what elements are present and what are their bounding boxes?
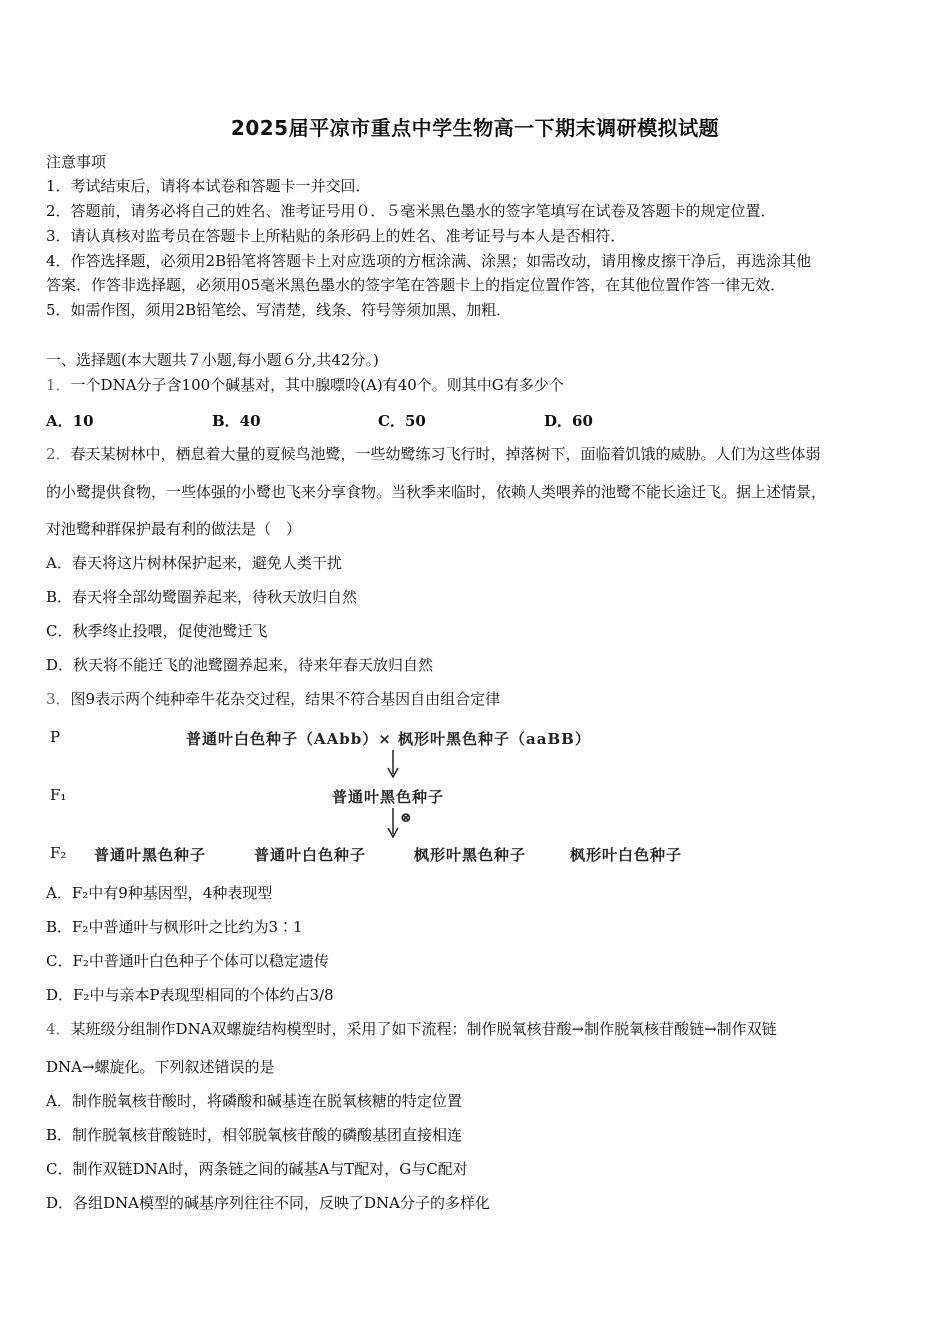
notice-heading: 注意事项 (46, 153, 107, 171)
q2-option-b: B．春天将全部幼鹭圈养起来，待秋天放归自然 (46, 588, 358, 606)
generation-p-label: P (50, 728, 61, 746)
notice-item: 答案．作答非选择题，必须用05毫米黑色墨水的签字笔在答题卡上的指定位置作答，在其他位置作答一律无效． (46, 276, 786, 294)
question-number: 2． (46, 445, 71, 463)
question-4-line (46, 1018, 777, 1040)
f2-phenotype: 枫形叶黑色种子 (414, 846, 527, 864)
notice-item: 1．考试结束后，请将本试卷和答题卡一并交回． (46, 177, 371, 195)
q4-option-d: D．各组DNA模型的碱基序列往往不同，反映了DNA分子的多样化 (46, 1194, 490, 1212)
q4-option-a: A．制作脱氧核苷酸时，将磷酸和碱基连在脱氧核糖的特定位置 (46, 1092, 462, 1110)
q4-option-b: B．制作脱氧核苷酸链时，相邻脱氧核苷酸的磷酸基团直接相连 (46, 1126, 463, 1144)
q3-option-a: A．F₂中有9种基因型，4种表现型 (46, 884, 273, 902)
q2-option-d: D．秋天将不能迁飞的池鹭圈养起来，待来年春天放归自然 (46, 656, 434, 674)
question-1 (46, 374, 564, 396)
q1-option-c: C．50 (378, 412, 426, 430)
question-text: 春天某树林中，栖息着大量的夏候鸟池鹭，一些幼鹭练习飞行时，掉落树下，面临着饥饿的威胁。人们为这些体弱 (70, 445, 821, 463)
f2-phenotype: 普通叶黑色种子 (94, 846, 207, 864)
f2-phenotype: 枫形叶白色种子 (570, 846, 683, 864)
q3-option-c: C．F₂中普通叶白色种子个体可以稳定遗传 (46, 952, 329, 970)
question-number: 4． (46, 1020, 71, 1038)
question-2-line: 对池鹭种群保护最有利的做法是（ ） (46, 520, 302, 538)
question-text: 一个DNA分子含100个碱基对，其中腺嘌呤(A)有40个。则其中G有多少个 (70, 376, 564, 394)
notice-item: 3．请认真核对监考员在答题卡上所粘贴的条形码上的姓名、准考证号与本人是否相符． (46, 227, 626, 245)
q1-options (46, 410, 664, 431)
self-cross-symbol: ⊗ (400, 810, 413, 826)
q1-option-a: A．10 (46, 412, 94, 430)
question-number: 3． (46, 690, 71, 708)
notice-item: 2．答题前，请务必将自己的姓名、准考证号用０．５毫米黑色墨水的签字笔填写在试卷及答题卡的规定位置． (46, 202, 776, 220)
parent-cross: 普通叶白色种子（AAbb）× 枫形叶黑色种子（aaBB） (186, 730, 591, 748)
generation-f1-label: F₁ (50, 786, 67, 804)
q4-option-c: C．制作双链DNA时，两条链之间的碱基A与T配对，G与C配对 (46, 1160, 468, 1178)
question-text: 图9表示两个纯种牵牛花杂交过程，结果不符合基因自由组合定律 (70, 690, 501, 708)
cross-diagram (46, 724, 746, 874)
page-title: 2025届平凉市重点中学生物高一下期末调研模拟试题 (230, 116, 720, 140)
q1-option-d: D．60 (544, 412, 593, 430)
q2-option-a: A．春天将这片树林保护起来，避免人类干扰 (46, 554, 342, 572)
q3-option-b: B．F₂中普通叶与枫形叶之比约为3∶1 (46, 918, 303, 936)
question-2-line (46, 443, 821, 465)
question-4-line: DNA→螺旋化。下列叙述错误的是 (46, 1058, 275, 1076)
question-text: 某班级分组制作DNA双螺旋结构模型时，采用了如下流程：制作脱氧核苷酸→制作脱氧核苷酸链→制作双链 (70, 1020, 777, 1038)
q3-option-d: D．F₂中与亲本P表现型相同的个体约占3/8 (46, 986, 334, 1004)
q2-option-c: C．秋季终止投喂，促使池鹭迁飞 (46, 622, 268, 640)
section-heading: 一、选择题(本大题共７小题,每小题６分,共42分。) (46, 351, 379, 369)
down-arrow-icon (386, 750, 400, 778)
notice-item: 5．如需作图，须用2B铅笔绘、写清楚，线条、符号等须加黑、加粗． (46, 301, 512, 319)
f2-phenotype: 普通叶白色种子 (254, 846, 367, 864)
q1-option-b: B．40 (212, 412, 261, 430)
generation-f2-label: F₂ (50, 844, 67, 862)
down-arrow-icon (386, 808, 400, 838)
notice-item: 4．作答选择题，必须用2B铅笔将答题卡上对应选项的方框涂满、涂黑；如需改动，请用橡皮擦干净后，再选涂其他 (46, 252, 812, 270)
question-number: 1． (46, 376, 71, 394)
f1-phenotype: 普通叶黑色种子 (332, 788, 445, 806)
question-3 (46, 688, 500, 710)
question-2-line: 的小鹭提供食物，一些体强的小鹭也飞来分享食物。当秋季来临时，依赖人类喂养的池鹭不能长途迁飞。据上述情景， (46, 483, 827, 501)
